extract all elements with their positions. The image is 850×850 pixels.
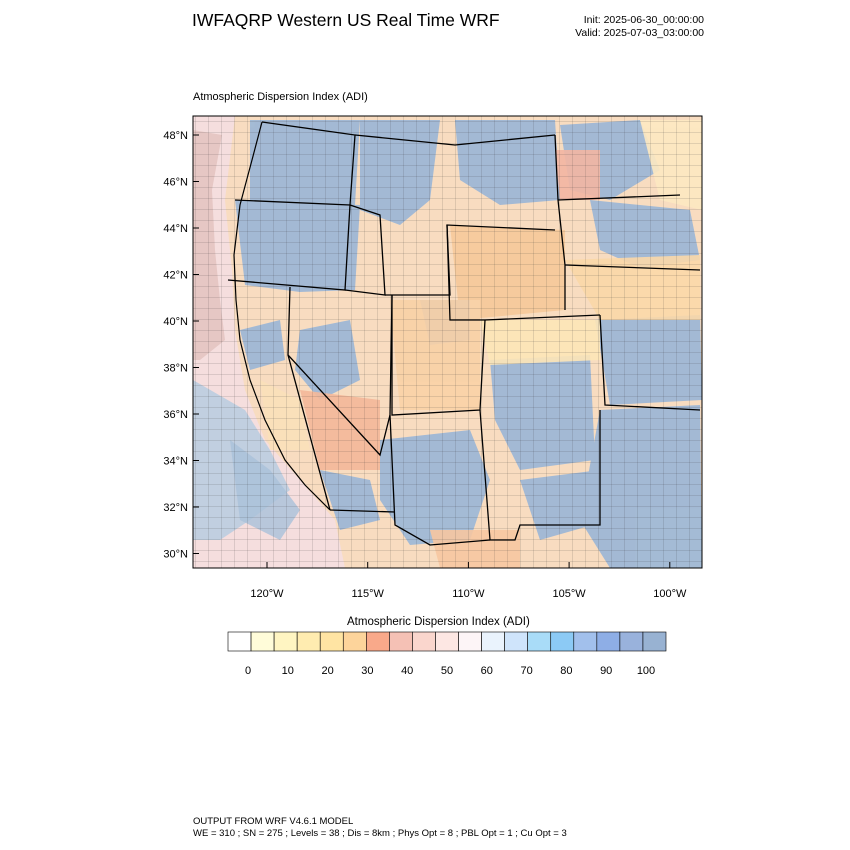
lat-label: 36°N bbox=[163, 409, 188, 421]
colorbar-label: 80 bbox=[560, 665, 573, 677]
colorbar-label: 60 bbox=[480, 665, 493, 677]
colorbar-box bbox=[251, 632, 274, 651]
colorbar-label: 70 bbox=[520, 665, 533, 677]
lat-label: 34°N bbox=[163, 455, 188, 468]
lon-label: 120°W bbox=[250, 588, 284, 600]
colorbar bbox=[228, 632, 666, 677]
colorbar-box bbox=[320, 632, 343, 651]
colorbar-box bbox=[643, 632, 666, 651]
lat-label: 48°N bbox=[163, 130, 188, 142]
model-info bbox=[193, 816, 567, 839]
county-grid bbox=[193, 116, 702, 568]
colorbar-label: 90 bbox=[600, 665, 613, 677]
colorbar-box bbox=[597, 632, 620, 651]
lat-label: 46°N bbox=[163, 176, 188, 189]
colorbar-label: 100 bbox=[636, 665, 656, 677]
colorbar-label: 50 bbox=[440, 665, 454, 677]
colorbar-label: 40 bbox=[401, 665, 414, 677]
colorbar-label: 10 bbox=[281, 665, 294, 677]
lon-label: 110°W bbox=[452, 588, 485, 600]
colorbar-box bbox=[505, 632, 528, 651]
model-version: OUTPUT FROM WRF V4.6.1 MODEL bbox=[193, 816, 354, 827]
colorbar-box bbox=[620, 632, 643, 651]
colorbar-box bbox=[412, 632, 435, 651]
plot-title: IWFAQRP Western US Real Time WRF bbox=[192, 10, 500, 30]
colorbar-box bbox=[551, 632, 574, 651]
colorbar-box bbox=[228, 632, 251, 651]
colorbar-box bbox=[528, 632, 551, 651]
valid-time: Valid: 2025-07-03_03:00:00 bbox=[575, 27, 704, 39]
lat-label: 40°N bbox=[163, 316, 188, 328]
colorbar-box bbox=[343, 632, 366, 651]
init-time: Init: 2025-06-30_00:00:00 bbox=[583, 14, 704, 26]
lon-label: 105°W bbox=[552, 588, 586, 600]
lon-label: 100°W bbox=[653, 588, 687, 600]
lat-label: 44°N bbox=[163, 223, 188, 235]
lon-label: 115°W bbox=[351, 588, 384, 600]
lat-label: 32°N bbox=[163, 502, 188, 514]
colorbar-box bbox=[574, 632, 597, 651]
colorbar-box bbox=[435, 632, 458, 651]
map-area bbox=[193, 116, 702, 568]
colorbar-box bbox=[366, 632, 389, 651]
map-field-label: Atmospheric Dispersion Index (ADI) bbox=[193, 91, 368, 103]
model-config: WE = 310 ; SN = 275 ; Levels = 38 ; Dis = 8km ; Phys Opt = 8 ; PBL Opt = 1 ; Cu Opt = 3 bbox=[193, 827, 567, 839]
colorbar-title: Atmospheric Dispersion Index (ADI) bbox=[347, 616, 530, 628]
colorbar-box bbox=[297, 632, 320, 651]
colorbar-box bbox=[274, 632, 297, 651]
lat-label: 38°N bbox=[163, 362, 188, 375]
colorbar-label: 30 bbox=[361, 665, 374, 677]
colorbar-box bbox=[389, 632, 412, 651]
lat-label: 42°N bbox=[163, 269, 188, 282]
colorbar-label: 0 bbox=[244, 665, 252, 677]
colorbar-box bbox=[482, 632, 505, 651]
colorbar-box bbox=[459, 632, 482, 651]
colorbar-label: 20 bbox=[321, 665, 334, 677]
lat-label: 30°N bbox=[163, 548, 188, 561]
